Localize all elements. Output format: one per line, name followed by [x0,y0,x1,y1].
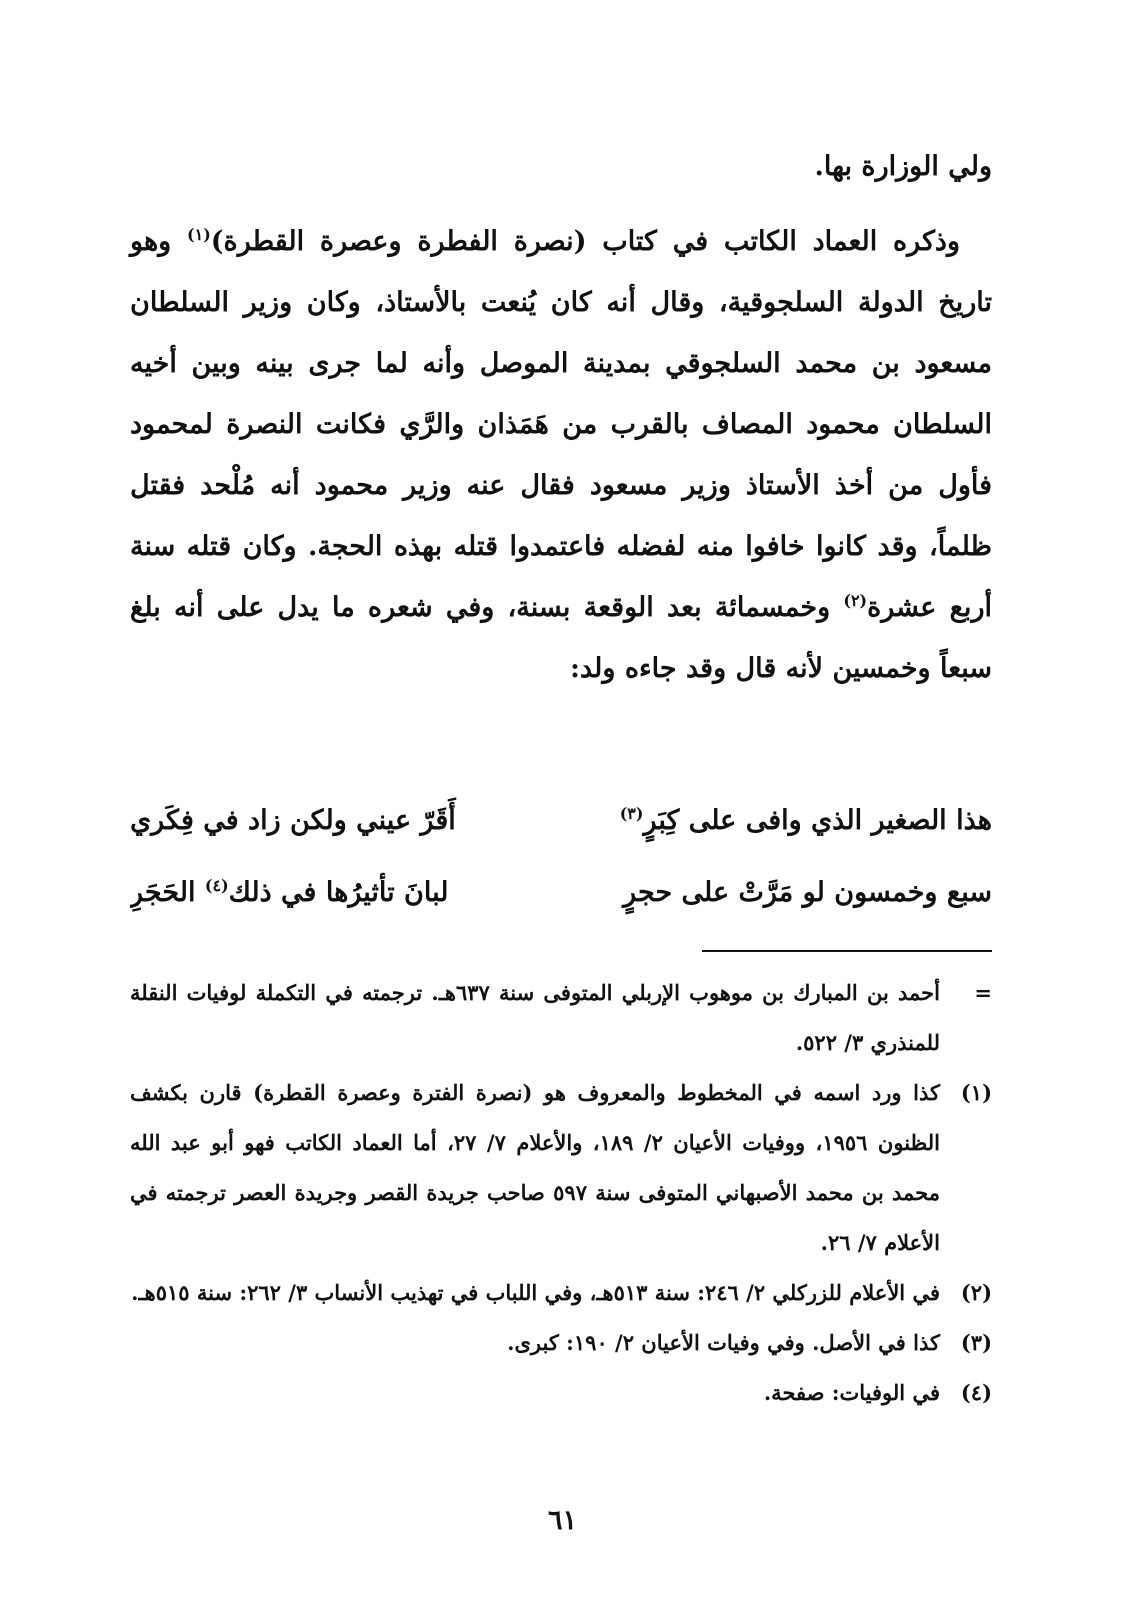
footnote-text: في الأعلام للزركلي ٢/ ٢٤٦: سنة ٥١٣هـ، وفي اللباب في تهذيب الأنساب ٣/ ٢٦٢: سنة ٥١٥هـ. [131,1280,940,1305]
footnote-ref-4[interactable]: (٤) [204,876,229,895]
paragraph-2 [130,211,992,699]
footnote-ref-1[interactable]: (١) [187,225,211,244]
footnote-text: أحمد بن المبارك بن موهوب الإربلي المتوفى سنة ٦٣٧هـ. ترجمته في التكملة لوفيات النقلة للمنذري ٣/ ٥٢٢. [130,980,940,1055]
footnote-1 [130,1068,992,1268]
verse-1-first-text: هذا الصغير الذي وافى على كِبَرٍ [643,805,992,836]
verse-2-first-hemistich [582,857,992,929]
footnotes [130,968,992,1418]
footnote-text: في الوفيات: صفحة. [763,1380,940,1405]
footnote-3 [130,1318,992,1368]
footnote-separator [702,950,992,952]
verse-1-first-hemistich [582,785,992,857]
poem-verse-1 [130,785,992,857]
footnote-marker: = [974,980,992,1005]
paragraph-2-end: وخمسمائة بعد الوقعة بسنة، وفي شعره ما يدل على أنه بلغ سبعاً وخمسين لأنه قال وقد جاءه ولد: [130,592,992,684]
verse-1-second-text: أَقَرّ عيني ولكن زاد في فِكَري [130,805,456,836]
footnote-number: (١) [960,1080,992,1105]
footnote-number: (٣) [960,1330,992,1355]
footnote-text: كذا في الأصل. وفي وفيات الأعيان ٢/ ١٩٠: كبرى. [507,1330,940,1355]
footnote-continued [130,968,992,1068]
footnote-ref-2[interactable]: (٢) [843,591,868,610]
footnote-text: كذا ورد اسمه في المخطوط والمعروف هو (نصرة الفترة وعصرة القطرة) قارن بكشف الظنون ١٩٥٦، ووفيات الأعيان ٢/ ١٨٩، والأعلام ٧/ ٢٧، أما العماد الكاتب فهو أبو عبد الله محمد بن محمد الأصبهاني المتوفى سنة ٥٩٧ صاحب جريدة القصر وجريدة العصر ترجمته في الأعلام ٧/ ٢٦. [130,1080,940,1255]
paragraph-1-text: ولي الوزارة بها. [814,151,992,182]
main-text [130,136,992,699]
footnote-4 [130,1368,992,1418]
poem-verse-2 [130,857,992,929]
footnote-number: (٤) [960,1380,992,1405]
footnote-ref-3[interactable]: (٣) [619,804,644,823]
verse-2-second-start: لبانَ تأثيرُها في ذلك [228,877,449,908]
footnote-2 [130,1268,992,1318]
paragraph-1 [130,136,992,197]
verse-2-second-hemistich [130,857,540,929]
page-number: ٦١ [547,1505,577,1536]
verse-2-first-text: سبع وخمسون لو مَرَّتْ على حجرٍ [623,877,992,908]
poem [130,785,992,929]
footnote-number: (٢) [960,1280,992,1305]
verse-1-second-hemistich [130,785,540,857]
verse-2-second-end: الحَجَرِ [130,877,205,908]
paragraph-2-start: وذكره العماد الكاتب في كتاب (نصرة الفطرة وعصرة القطرة) [210,226,960,257]
paragraph-2-middle: وهو تاريخ الدولة السلجوقية، وقال أنه كان يُنعت بالأستاذ، وكان وزير السلطان مسعود بن محمد السلجوقي بمدينة الموصل وأنه لما جرى بينه وبين أخيه السلطان محمود المصاف بالقرب من هَمَذان والرَّي فكانت النصرة لمحمود فأول من أخذ الأستاذ وزير مسعود فقال عنه وزير محمود أنه مُلْحد فقتل ظلماً، وقد كانوا خافوا منه لفضله فاعتمدوا قتله بهذه الحجة. وكان قتله سنة أربع عشرة [130,226,992,623]
